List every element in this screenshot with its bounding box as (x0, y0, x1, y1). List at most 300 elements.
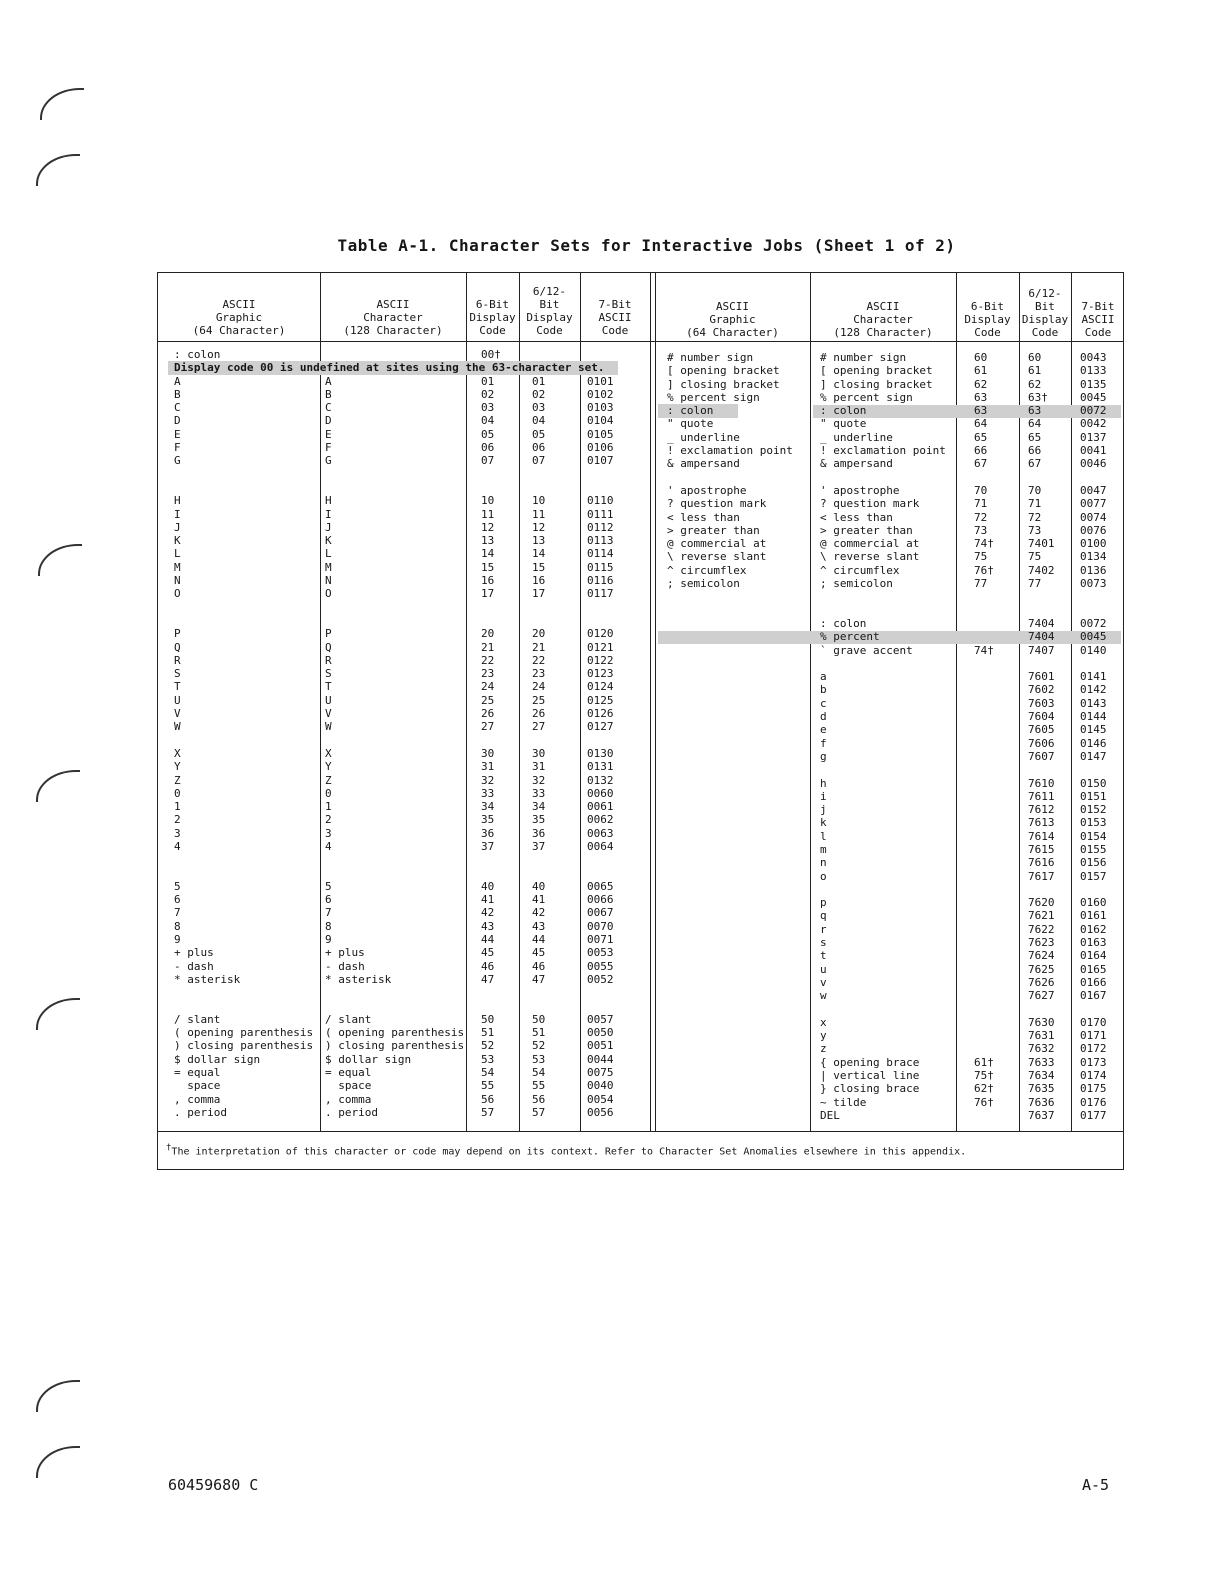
table-cell (974, 790, 994, 803)
table-cell: 55 (532, 1079, 546, 1093)
table-cell: 43 (532, 919, 546, 933)
table-cell (1028, 763, 1055, 776)
table-cell: 0101 (587, 374, 614, 388)
table-cell: n (820, 856, 827, 870)
table-cell: 30 (532, 746, 546, 760)
table-cell (974, 989, 994, 1002)
table-cell (974, 816, 994, 829)
table-cell: : colon (667, 404, 714, 418)
table-cell (1080, 590, 1107, 603)
table-cell: D (325, 414, 332, 428)
table-cell: 0070 (587, 919, 614, 933)
table-cell: A (174, 374, 181, 388)
table-cell: 7407 (1028, 643, 1055, 657)
table-cell: 0146 (1080, 736, 1107, 750)
table-cell: U (174, 693, 181, 707)
table-cell: 0065 (587, 879, 614, 893)
table-cell: 0047 (1080, 483, 1107, 497)
table-cell (481, 481, 501, 494)
table-cell: 0062 (587, 813, 614, 827)
table-cell: 22 (532, 653, 546, 667)
table-cell: F (174, 441, 181, 455)
table-cell: [ opening bracket (667, 364, 780, 378)
table-cell: 25 (481, 693, 495, 707)
table-cell: * asterisk (174, 972, 241, 986)
table-cell: 37 (532, 839, 546, 853)
table-cell: % percent sign (820, 390, 913, 404)
table-cell: 0147 (1080, 749, 1107, 763)
table-cell (974, 1042, 994, 1055)
table-cell: 05 (481, 427, 495, 441)
table-cell (481, 468, 501, 481)
table-cell: = equal (174, 1066, 221, 1080)
table-cell: 07 (532, 454, 546, 468)
binder-hole-mark (40, 88, 84, 120)
table-cell: w (820, 989, 827, 1003)
table-cell (974, 1016, 994, 1029)
table-cell: * asterisk (325, 972, 392, 986)
table-cell: 63 (974, 390, 988, 404)
header-ascii-graphic-64-right: ASCII Graphic (64 Character) (686, 300, 779, 339)
table-cell: 4 (325, 839, 332, 853)
table-cell: 75 (1028, 550, 1042, 564)
table-cell: 74† (974, 643, 994, 657)
table-cell: 0156 (1080, 856, 1107, 870)
table-cell: 7635 (1028, 1082, 1055, 1096)
table-cell: 26 (532, 707, 546, 721)
table-cell (325, 348, 464, 361)
table-cell: 0053 (587, 946, 614, 960)
table-cell: 0107 (587, 454, 614, 468)
table-cell: ; semicolon (820, 577, 893, 591)
table-cell: > greater than (820, 523, 913, 537)
table-cell: V (325, 707, 332, 721)
table-cell: 40 (481, 879, 495, 893)
table-cell: S (325, 667, 332, 681)
table-cell: / slant (325, 1012, 372, 1026)
header-7bit-ascii-code: 7-Bit ASCII Code (598, 298, 632, 337)
table-cell: m (820, 842, 827, 856)
table-cell (481, 867, 501, 880)
table-cell: 5 (325, 879, 332, 893)
table-cell: 06 (532, 441, 546, 455)
table-cell: 7614 (1028, 829, 1055, 843)
table-cell: 7401 (1028, 537, 1055, 551)
table-cell (1080, 471, 1107, 484)
table-cell (820, 604, 946, 617)
table-cell: 7 (325, 906, 332, 920)
table-cell: " quote (820, 417, 867, 431)
table-cell: 46 (532, 959, 546, 973)
header-612bit-display-code-right: 6/12- Bit Display Code (1021, 287, 1069, 339)
table-cell: W (174, 720, 181, 734)
table-cell: N (174, 574, 181, 588)
table-cell: ] closing bracket (820, 377, 933, 391)
table-cell: 0050 (587, 1026, 614, 1040)
table-cell: 0132 (587, 773, 614, 787)
table-cell: 0113 (587, 534, 614, 548)
table-cell: 12 (481, 520, 495, 534)
table-cell: Y (325, 760, 332, 774)
table-cell (587, 348, 614, 361)
table-cell: 72 (974, 510, 988, 524)
table-cell (587, 361, 614, 374)
table-cell: 0045 (1080, 390, 1107, 404)
table-cell: 7622 (1028, 922, 1055, 936)
table-cell: 66 (974, 444, 988, 458)
table-cell: 0043 (1080, 351, 1107, 364)
table-cell: _ underline (820, 430, 893, 444)
header-ascii-character-128-right: ASCII Character (128 Character) (833, 300, 933, 339)
table-cell: 63 (1028, 404, 1042, 418)
table-cell: 01 (481, 374, 495, 388)
table-cell: 0173 (1080, 1055, 1107, 1069)
table-cell: 3 (174, 826, 181, 840)
table-cell: 61† (974, 1055, 994, 1069)
table-cell: 62 (1028, 377, 1042, 391)
table-cell: 0060 (587, 786, 614, 800)
table-cell (532, 867, 545, 880)
table-cell (481, 614, 501, 627)
table-cell: 77 (974, 577, 988, 591)
table-cell: 42 (481, 906, 495, 920)
table-cell: % percent (820, 630, 880, 644)
table-cell: 0123 (587, 667, 614, 681)
table-cell: 21 (532, 640, 546, 654)
table-cell (974, 843, 994, 856)
binder-hole-mark (36, 154, 80, 186)
table-cell: Y (174, 760, 181, 774)
table-cell: 7615 (1028, 842, 1055, 856)
table-cell: 7611 (1028, 789, 1055, 803)
table-cell: 7624 (1028, 949, 1055, 963)
table-cell: 41 (481, 893, 495, 907)
table-cell (587, 853, 614, 866)
table-cell (325, 853, 464, 866)
table-cell: D (174, 414, 181, 428)
table-cell: 76† (974, 563, 994, 577)
table-cell: 76† (974, 1095, 994, 1109)
table-cell: 27 (532, 720, 546, 734)
table-cell: ^ circumflex (820, 563, 900, 577)
table-cell: 53 (532, 1052, 546, 1066)
document-number: 60459680 C (168, 1476, 259, 1494)
table-cell: u (820, 962, 827, 976)
table-cell: 73 (1028, 523, 1042, 537)
table-cell: ? question mark (820, 497, 920, 511)
table-cell: 0160 (1080, 896, 1107, 910)
table-cell: f (820, 736, 827, 750)
table-cell: 8 (325, 919, 332, 933)
header-6bit-display-code: 6-Bit Display Code (469, 298, 516, 337)
table-cell (325, 734, 464, 747)
table-cell: 66 (1028, 444, 1042, 458)
table-cell: 0124 (587, 680, 614, 694)
table-cell: 0176 (1080, 1095, 1107, 1109)
table-cell: ? question mark (667, 497, 767, 511)
binder-hole-mark (36, 1446, 80, 1478)
table-cell: 7606 (1028, 736, 1055, 750)
table-cell: 0103 (587, 401, 614, 415)
table-cell: 02 (532, 387, 546, 401)
table-cell: 70 (974, 483, 988, 497)
table-cell: b (820, 683, 827, 697)
table-cell: 24 (532, 680, 546, 694)
table-cell (974, 949, 994, 962)
table-cell: 0055 (587, 959, 614, 973)
table-cell: ( opening parenthesis (325, 1026, 465, 1040)
table-cell: 15 (481, 560, 495, 574)
table-cell: 7612 (1028, 803, 1055, 817)
table-cell: X (174, 746, 181, 760)
table-cell (325, 601, 464, 614)
table-cell: K (174, 534, 181, 548)
table-cell: 36 (532, 826, 546, 840)
table-cell: & ampersand (667, 457, 740, 471)
table-cell (974, 604, 994, 617)
column-right-612bit-code (1028, 351, 1055, 1122)
table-cell: + plus (325, 946, 365, 960)
table-cell: ) closing parenthesis (325, 1039, 465, 1053)
table-cell (325, 614, 464, 627)
table-cell: 52 (532, 1039, 546, 1053)
table-cell: 0164 (1080, 949, 1107, 963)
table-cell: 0175 (1080, 1082, 1107, 1096)
table-cell: 7637 (1028, 1108, 1055, 1122)
table-cell: 56 (532, 1092, 546, 1106)
table-cell: space (325, 1079, 372, 1093)
table-cell: 0115 (587, 560, 614, 574)
table-cell: 0041 (1080, 444, 1107, 458)
table-cell (974, 683, 994, 696)
table-cell (974, 963, 994, 976)
table-cell (974, 697, 994, 710)
table-cell: 10 (481, 494, 495, 508)
column-right-7bit-code (1080, 351, 1107, 1122)
table-cell: 0172 (1080, 1042, 1107, 1056)
table-cell: 0112 (587, 520, 614, 534)
table-cell: 64 (974, 417, 988, 431)
table-title: Table A-1. Character Sets for Interactive Jobs (Sheet 1 of 2) (337, 236, 956, 255)
table-cell: 7636 (1028, 1095, 1055, 1109)
binder-hole-mark (38, 544, 82, 576)
table-cell: 7621 (1028, 909, 1055, 923)
table-cell: v (820, 975, 827, 989)
table-cell: 7602 (1028, 683, 1055, 697)
table-cell: } closing brace (820, 1082, 920, 1096)
table-cell: 15 (532, 560, 546, 574)
table-cell: 50 (532, 1012, 546, 1026)
table-cell: _ underline (667, 430, 740, 444)
table-cell: 07 (481, 454, 495, 468)
binder-hole-mark (36, 1380, 80, 1412)
table-cell: 32 (532, 773, 546, 787)
table-cell: 20 (481, 627, 495, 641)
table-cell: E (325, 427, 332, 441)
table-cell (325, 481, 464, 494)
table-cell (820, 763, 946, 776)
table-cell (974, 830, 994, 843)
table-cell: 67 (1028, 457, 1042, 471)
table-cell: 30 (481, 746, 495, 760)
table-cell: 0110 (587, 494, 614, 508)
table-cell: 0121 (587, 640, 614, 654)
table-cell: ( opening parenthesis (174, 1026, 314, 1040)
table-cell: ~ tilde (820, 1095, 867, 1109)
table-cell: 0051 (587, 1039, 614, 1053)
table-cell: @ commercial at (667, 537, 767, 551)
table-cell: 14 (532, 547, 546, 561)
table-cell: 55 (481, 1079, 495, 1093)
table-cell: 57 (532, 1105, 546, 1119)
table-cell: 11 (532, 507, 546, 521)
table-cell: 42 (532, 906, 546, 920)
table-cell: { opening brace (820, 1055, 920, 1069)
table-cell: 0076 (1080, 523, 1107, 537)
table-cell (974, 617, 994, 630)
table-cell (974, 856, 994, 869)
table-cell (974, 896, 994, 909)
table-cell: space (174, 1079, 221, 1093)
table-cell: 0140 (1080, 643, 1107, 657)
table-cell (532, 734, 545, 747)
table-cell: 0155 (1080, 842, 1107, 856)
table-cell: 0102 (587, 387, 614, 401)
table-cell: 7631 (1028, 1029, 1055, 1043)
table-cell: 0126 (587, 707, 614, 721)
header-6bit-display-code-right: 6-Bit Display Code (964, 300, 1011, 339)
table-cell: 0167 (1080, 989, 1107, 1003)
table-cell: 0077 (1080, 497, 1107, 511)
table-cell: 0144 (1080, 710, 1107, 724)
table-cell: 62† (974, 1082, 994, 1096)
table-cell: V (174, 707, 181, 721)
table-cell: x (820, 1015, 827, 1029)
table-cell: B (325, 387, 332, 401)
table-cell: 0045 (1080, 630, 1107, 644)
table-cell: 0 (325, 786, 332, 800)
table-cell: 0122 (587, 653, 614, 667)
table-cell (820, 590, 946, 603)
table-cell: 01 (532, 374, 546, 388)
table-cell (974, 909, 994, 922)
table-cell: 4 (174, 839, 181, 853)
table-cell: 45 (481, 946, 495, 960)
table-cell: + plus (174, 946, 214, 960)
table-cell: 0142 (1080, 683, 1107, 697)
table-cell: - dash (325, 959, 365, 973)
table-cell: 51 (532, 1026, 546, 1040)
table-cell: 3 (325, 826, 332, 840)
table-cell: 0133 (1080, 364, 1107, 378)
table-cell: 0054 (587, 1092, 614, 1106)
table-cell: j (820, 803, 827, 817)
table-cell: 7 (174, 906, 181, 920)
binder-hole-mark (36, 998, 80, 1030)
table-cell: 51 (481, 1026, 495, 1040)
table-cell: 7617 (1028, 869, 1055, 883)
table-cell: F (325, 441, 332, 455)
table-cell: 74† (974, 537, 994, 551)
table-cell: S (174, 667, 181, 681)
table-cell: 0111 (587, 507, 614, 521)
table-cell: ' apostrophe (667, 483, 747, 497)
table-cell: L (325, 547, 332, 561)
table-cell: ' apostrophe (820, 483, 900, 497)
table-cell: 71 (974, 497, 988, 511)
table-cell: 7402 (1028, 563, 1055, 577)
table-cell (1080, 1003, 1107, 1016)
table-cell: i (820, 789, 827, 803)
header-ascii-graphic-64: ASCII Graphic (64 Character) (192, 298, 286, 337)
table-cell: % percent sign (667, 390, 760, 404)
table-cell: 23 (532, 667, 546, 681)
table-cell: 9 (174, 933, 181, 947)
table-cell: 0106 (587, 441, 614, 455)
table-cell: 73 (974, 523, 988, 537)
table-cell (974, 870, 994, 883)
table-cell: I (325, 507, 332, 521)
table-cell: s (820, 936, 827, 950)
table-cell: 0134 (1080, 550, 1107, 564)
table-cell: 0061 (587, 800, 614, 814)
table-cell: # number sign (820, 351, 907, 364)
table-cell: 77 (1028, 577, 1042, 591)
column-right-6bit-code (974, 351, 994, 1122)
table-cell: / slant (174, 1012, 221, 1026)
table-cell: 7625 (1028, 962, 1055, 976)
table-cell (325, 867, 464, 880)
table-cell: 61 (1028, 364, 1042, 378)
table-cell: 0143 (1080, 696, 1107, 710)
table-cell: O (325, 587, 332, 601)
column-right-graphic-64 (667, 351, 793, 590)
table-cell: 7607 (1028, 749, 1055, 763)
table-cell: 0135 (1080, 377, 1107, 391)
table-cell: E (174, 427, 181, 441)
table-cell (974, 737, 994, 750)
column-left-6bit-code (481, 348, 501, 1119)
table-cell (974, 763, 994, 776)
table-cell: Q (325, 640, 332, 654)
table-cell: 50 (481, 1012, 495, 1026)
table-cell: 7603 (1028, 696, 1055, 710)
table-cell: 0177 (1080, 1108, 1107, 1122)
table-cell (974, 1003, 994, 1016)
table-cell (587, 468, 614, 481)
table-cell: 7632 (1028, 1042, 1055, 1056)
page-number: A-5 (1082, 1476, 1110, 1494)
table-cell (481, 986, 501, 999)
table-cell (532, 986, 545, 999)
table-cell: 32 (481, 773, 495, 787)
table-cell: 0136 (1080, 563, 1107, 577)
table-cell (974, 1029, 994, 1042)
table-cell: 6 (325, 893, 332, 907)
table-cell (1080, 657, 1107, 670)
table-cell: C (174, 401, 181, 415)
table-cell: 7404 (1028, 616, 1055, 630)
table-cell (587, 867, 614, 880)
table-cell: 0074 (1080, 510, 1107, 524)
table-cell: 27 (481, 720, 495, 734)
table-cell: , comma (174, 1092, 221, 1106)
table-cell (974, 883, 994, 896)
table-cell: 54 (481, 1066, 495, 1080)
table-cell: 0131 (587, 760, 614, 774)
table-cell: 22 (481, 653, 495, 667)
character-set-table (157, 272, 1124, 1170)
